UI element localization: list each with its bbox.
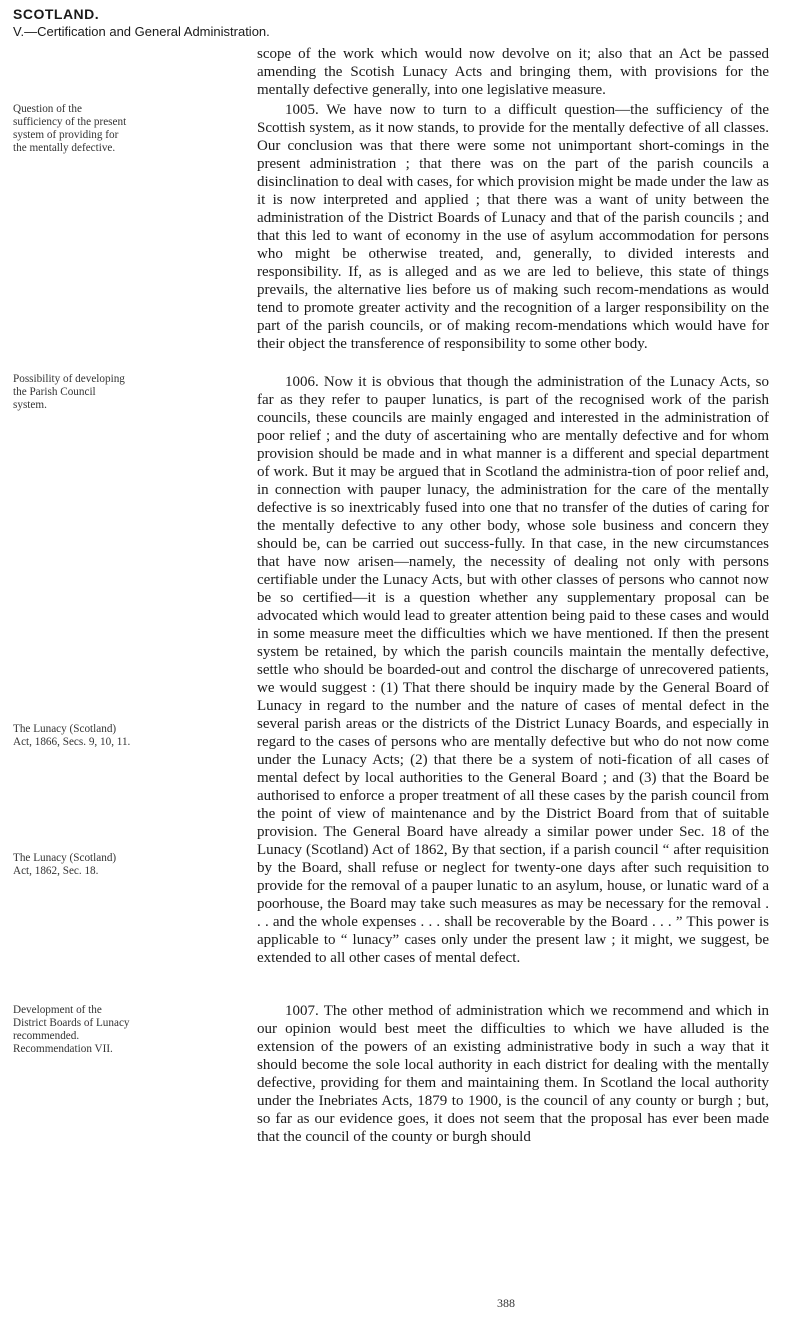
sidenote-act-1862: The Lunacy (Scotland) Act, 1862, Sec. 18.: [13, 852, 117, 877]
header-section-title: V.—Certification and General Administration.: [13, 24, 270, 39]
running-header: [13, 6, 773, 40]
sidenote-district-boards: Development of the District Boards of Lunacy recommended. Recommendation VII.: [13, 1004, 130, 1055]
sidenote-sufficiency: Question of the sufficiency of the present system of providing for the mentally defective.: [13, 103, 127, 154]
sidenote-parish-council: Possibility of developing the Parish Council system.: [13, 373, 125, 411]
paragraph-1007: 1007. The other method of administration which we recommend and which in our opinion would best meet the difficulties to which we have alluded is the extension of the powers of an existing administrative body in such a way that it should become the sole local authority in each district for dealing with the mentally defective, providing for them and maintaining them. In Scotland the local authority under the Inebriates Acts, 1879 to 1900, is the council of any county or burgh ; but, so far as our evidence goes, it does not seem that the proposal has ever been made that the council of the county or burgh should: [257, 1003, 769, 1145]
paragraph-continuation: scope of the work which would now devolve on it; also that an Act be passed amending the Scotish Lunacy Acts and bringing them, with provisions for the mentally defective generally, into one legislative measure.: [257, 46, 769, 98]
paragraph-1006: 1006. Now it is obvious that though the administration of the Lunacy Acts, so far as they refer to pauper lunatics, is part of the recognised work of the parish councils, these councils are mainly engaged and interested in the administration of poor relief ; and the duty of ascertaining who are mentally defective and for whom provision should be made and in what manner is a different and special department of work. But it may be argued that in Scotland the administra-tion of poor relief and, in connection with pauper lunacy, the administration for the care of the mentally defective is so inextricably fused into one that no transfer of the duties of caring for the mentally defective to any other body, whose sole business and concern they should be, can be carried out success-fully. In that case, in the new circumstances that have now arisen—namely, the necessity of dealing not only with persons certifiable under the Lunacy Acts, but with other classes of persons who cannot now be so certified—it is a question whether any supplementary proposal can be advocated which would lead to greater attention being paid to these cases and would in some measure meet the difficulties which we have mentioned. If then the present system be retained, by which the parish councils maintain the mentally defective, settle who should be boarded-out and control the discharge of unrecovered patients, we would suggest : (1) That there should be inquiry made by the General Board of Lunacy in regard to the number and the nature of cases of mental defect in the several parish areas or the districts of the District Lunacy Boards, and especially in regard to the cases of persons who are mentally defective but who do not now come under the Lunacy Acts; (2) that there be a system of noti-fication of all cases of mental defect by local authorities to the General Board ; and (3) that the Board be authorised to enforce a proper treatment of all these cases by the parish council from the point of view of maintenance and by the District Board from that of suitable provision. The General Board have already a similar power under Sec. 18 of the Lunacy (Scotland) Act of 1862, By that section, if a parish council “ after requisition by the Board, shall refuse or neglect for twenty-one days after such requisition to provide for the removal of a pauper lunatic to an asylum, house, or lunatic ward of a poorhouse, the Board may take such measures as may be necessary for the removal . . . and the whole expenses . . . shall be recoverable by the Board . . . ” This power is applicable to “ lunacy” cases only under the present law ; it might, we suggest, be extended to all other cases of mental defect.: [257, 374, 769, 966]
sidenote-act-1866: The Lunacy (Scotland) Act, 1866, Secs. 9, 10, 11.: [13, 723, 131, 748]
page-number: 388: [497, 1296, 515, 1310]
header-country: SCOTLAND.: [13, 6, 100, 22]
paragraph-1005: 1005. We have now to turn to a difficult question—the sufficiency of the Scottish system, as it now stands, to provide for the mentally defective of all classes. Our conclusion was that there were some not unimportant short-comings in the present administration ; that there was on the part of the parish councils a disinclination to deal with cases, for which provision might be made under the law as it is now interpreted and applied ; that there was a want of unity between the administration of the District Boards of Lunacy and that of the parish councils ; and that this led to want of economy in the use of asylum accommodation for persons who might be otherwise treated, and, generally, to divided interests and responsibility. If, as is alleged and as we are led to believe, this state of things prevails, the alternative lies before us of making such recom-mendations as would tend to promote greater activity and the recognition of a larger responsibility on the part of the parish councils, or of making recom-mendations which would have for their object the transference of responsibility to some other body.: [257, 102, 769, 352]
